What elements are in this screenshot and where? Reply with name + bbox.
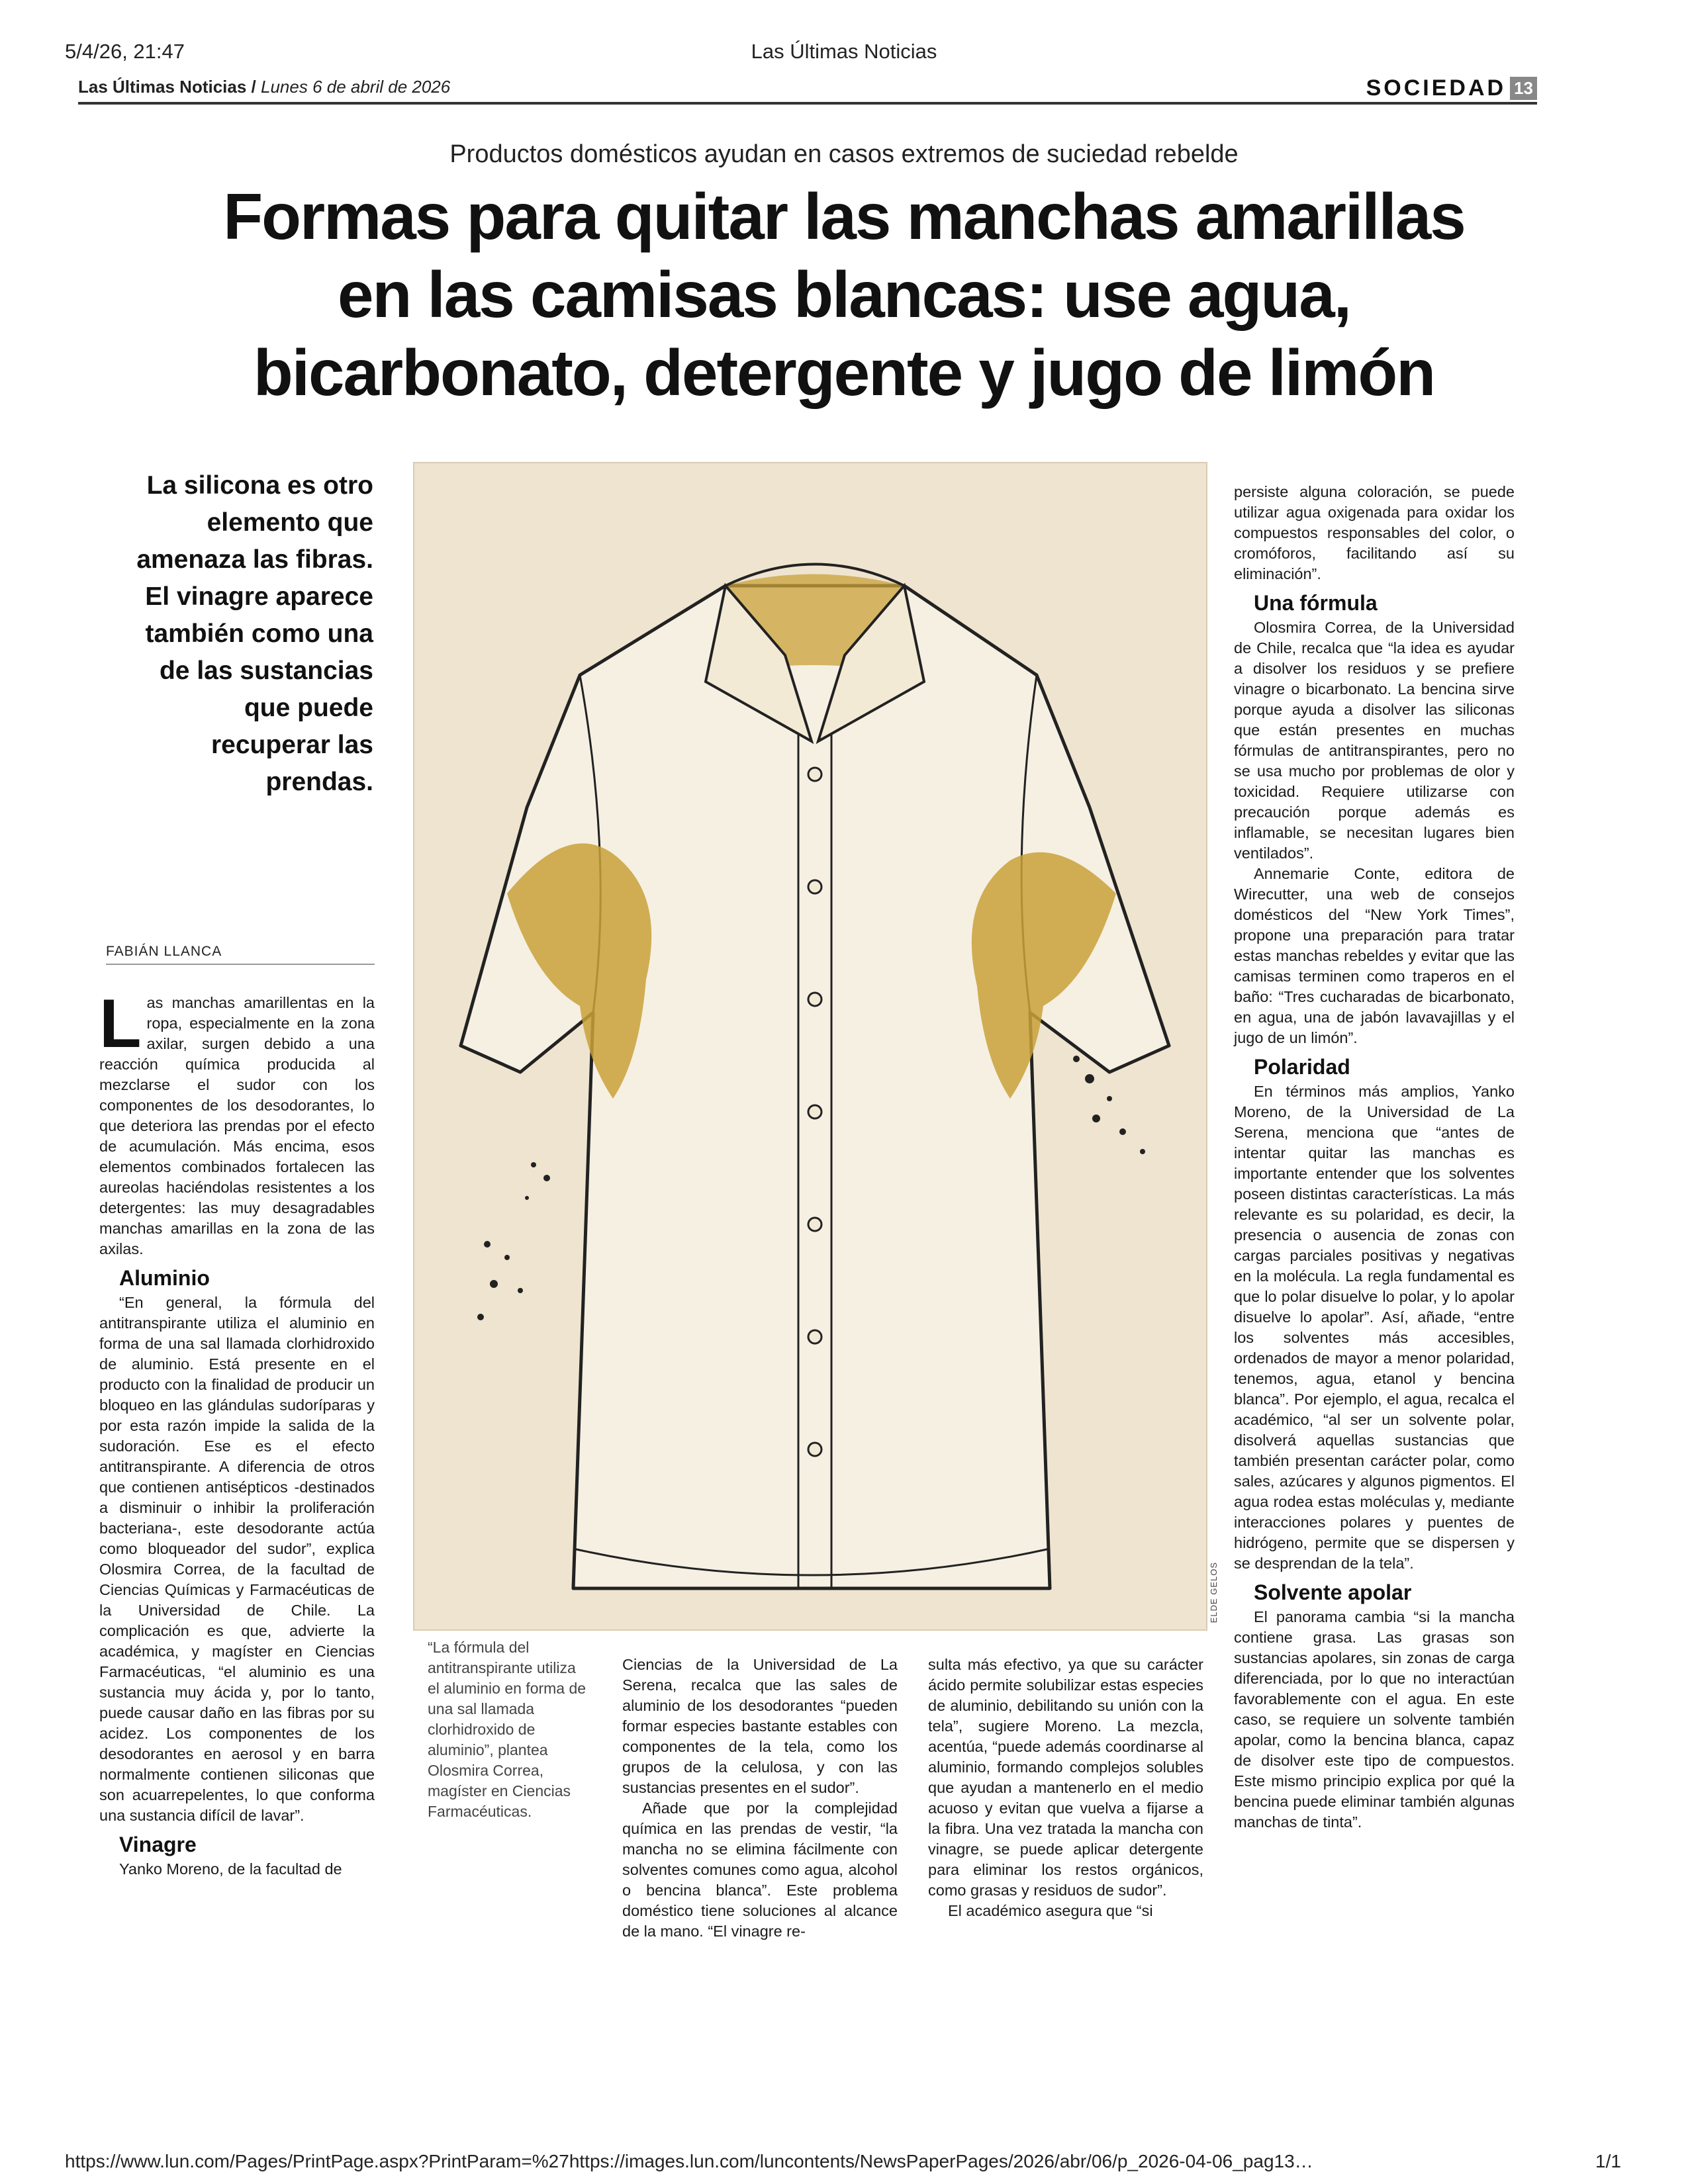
paragraph: sulta más efectivo, ya que su carácter ácido permite solubilizar estas especies de aluminio, debilitando su unión con la tela”, sugiere Moreno. La mezcla, acentúa, “puede además coordinarse al aluminio, formando complejos solubles que ayudan a mantenerlo en el medio acuoso y evitan que vuelva a fijarse a la fibra. Una vez tratada la mancha con vinagre, se puede aplicar detergente para eliminar los restos orgánicos, como grasas y residuos de sudor”. bbox=[928, 1656, 1203, 1899]
print-title: Las Últimas Noticias bbox=[751, 40, 937, 63]
headline-line: Formas para quitar las manchas amarillas bbox=[223, 180, 1465, 253]
illustration-credit: ELDE GELOS bbox=[1209, 1562, 1219, 1623]
kicker: Productos domésticos ayudan en casos extremos de suciedad rebelde bbox=[449, 140, 1239, 168]
button bbox=[808, 1330, 821, 1343]
article-column-1 bbox=[99, 985, 375, 1880]
page-number: 13 bbox=[1510, 77, 1537, 100]
headline-line: en las camisas blancas: use agua, bbox=[337, 258, 1351, 331]
newspaper-name: Las Últimas Noticias / bbox=[78, 77, 256, 97]
intro-paragraph bbox=[99, 985, 375, 1259]
intro-text: as manchas amarillentas en la ropa, especialmente en la zona axilar, surgen debido a una reacción química producida al mezclarse el sudor con los componentes de los desodorantes, lo que deteriora las prendas por el efecto de acumulación. Más encima, esos elementos combinados fortalecen las aureolas haciéndolas resistentes a los detergentes: las muy desagradables manchas amarillas en la zona de las axilas. bbox=[99, 994, 375, 1257]
paragraph: Ciencias de la Universidad de La Serena, recalca que las sales de aluminio de los desodorantes “pueden formar especies bastante estables con componentes de la tela, como los grupos de la celulosa, y con las sustancias presentes en el sudor”. bbox=[622, 1656, 898, 1796]
newspaper-date: Lunes 6 de abril de 2026 bbox=[261, 77, 451, 97]
paragraph: Añade que por la complejidad química en las prendas de vestir, “la mancha no se elimina fácilmente con solventes comunes como agua, alcohol o bencina blanca”. Este problema doméstico tiene soluciones al alcance de la mano. “El vinagre re- bbox=[622, 1799, 898, 1940]
subhead-solvente-apolar: Solvente apolar bbox=[1254, 1580, 1412, 1604]
shirt-drawing bbox=[414, 463, 1206, 1629]
print-datetime: 5/4/26, 21:47 bbox=[65, 40, 185, 63]
paragraph: Annemarie Conte, editora de Wirecutter, una web de consejos domésticos del “New York Times”, propone una preparación para tratar estas manchas rebeldes y evitar que las camisas terminen como traperos en el baño: “Tres cucharadas de bicarbonato, en agua, una de jabón lavavajillas y el jugo de un limón”. bbox=[1234, 865, 1515, 1046]
subhead-polaridad: Polaridad bbox=[1254, 1055, 1350, 1079]
subhead-vinagre: Vinagre bbox=[119, 1833, 197, 1856]
button bbox=[808, 1105, 821, 1118]
print-page-count: 1/1 bbox=[1595, 2151, 1621, 2171]
button bbox=[808, 1443, 821, 1456]
subhead-una-formula: Una fórmula bbox=[1254, 591, 1378, 615]
section-label bbox=[1366, 75, 1537, 101]
dropcap: L bbox=[99, 985, 142, 1062]
section-name: SOCIEDAD bbox=[1366, 75, 1507, 101]
deck: La silicona es otro elemento que amenaza las fibras. El vinagre aparece también como una de las sustancias que puede recuperar las prendas. bbox=[136, 471, 373, 796]
button bbox=[808, 768, 821, 781]
print-url: https://www.lun.com/Pages/PrintPage.aspx?PrintParam=%27https://images.lun.com/luncontents/NewsPaperPages/2026/abr/06/p_2026-04-06_pag13… bbox=[65, 2151, 1313, 2171]
newspaper-header bbox=[78, 75, 1537, 105]
paragraph: El panorama cambia “si la mancha contiene grasa. Las grasas son sustancias apolares, sin zonas de carga diferenciada, por lo que no interactúan favorablemente con el agua. En este caso, se requiere un solvente también apolar, como la bencina blanca, capaz de disolver este tipo de compuestos. Este mismo principio explica por qué la bencina puede eliminar también algunas manchas de tinta”. bbox=[1234, 1608, 1515, 1831]
button bbox=[808, 880, 821, 893]
shirt-body bbox=[461, 586, 1169, 1588]
article-column-3 bbox=[928, 1655, 1203, 1921]
article-column-2 bbox=[622, 1655, 898, 1942]
headline bbox=[99, 177, 1589, 412]
shirt-illustration bbox=[413, 462, 1207, 1631]
paragraph: En términos más amplios, Yanko Moreno, de la Universidad de La Serena, menciona que “antes de intentar quitar las manchas es importante entender que los solventes poseen distintas características. La más relevante es su polaridad, es decir, la presencia o ausencia de zonas con cargas parciales positivas y negativas en la molécula. La regla fundamental es que lo polar disuelve lo polar, y lo apolar disuelve lo apolar”. Así, añade, “entre los solventes más accesibles, ordenados de mayor a menor polaridad, tenemos, agua, etanol y bencina blanca”. Por ejemplo, el agua, recalca el académico, “al ser un solvente polar, disolverá aquellas sustancias que también presentan carácter polar, como sales, azúcares y algunos pigmentos. El agua rodea estas moléculas y, mediante interacciones polares y puentes de hidrógeno, permite que se dispersen y se desprendan de la tela”. bbox=[1234, 1083, 1515, 1572]
newspaper-masthead bbox=[78, 77, 450, 97]
paragraph-vinagre: Yanko Moreno, de la facultad de bbox=[119, 1860, 342, 1878]
paragraph: persiste alguna coloración, se puede utilizar agua oxigenada para oxidar los compuestos responsables del color, o cromóforos, facilitando así su eliminación”. bbox=[1234, 483, 1515, 582]
paragraph-aluminio: “En general, la fórmula del antitranspirante utiliza el aluminio en forma de una sal llamada clorhidroxido de aluminio. Está presente en el producto con la finalidad de producir un bloqueo en las glándulas sudoríparas y por esta razón impide la salida de la sudoración. Ese es el efecto antitranspirante. A diferencia de otros que contienen antisépticos -destinados a disminuir o inhibir la proliferación bacteriana-, este desodorante actúa como bloqueador del sudor”, explica Olosmira Correa, de la facultad de Ciencias Químicas y Farmacéuticas de la Universidad de Chile. La complicación es que, advierte la académica, y magíster en Ciencias Farmacéuticas, “el aluminio es una sustancia muy ácida y, por lo tanto, puede causar daño en las fibras por su acidez. Los componentes de los desodorantes en aerosol y en barra normalmente contienen siliconas que son acuarrepelentes, lo que conforma una sustancia difícil de lavar”. bbox=[99, 1294, 375, 1824]
subhead-aluminio: Aluminio bbox=[119, 1266, 210, 1290]
button bbox=[808, 993, 821, 1006]
image-caption: “La fórmula del antitranspirante utiliza el aluminio en forma de una sal llamada clorhidroxido de aluminio”, plantea Olosmira Correa, magíster en Ciencias Farmacéuticas. bbox=[428, 1639, 586, 1820]
paragraph: Olosmira Correa, de la Universidad de Chile, recalca que “la idea es ayudar a disolver los residuos y se prefiere vinagre o bicarbonato. La bencina sirve porque ayuda a disolver las siliconas que están presentes en muchas fórmulas de antitranspirantes, pero no se usa mucho por problemas de olor y toxicidad. Requiere utilizarse con precaución porque además es inflamable, se necesitan lugares bien ventilados”. bbox=[1234, 619, 1515, 862]
paragraph: El académico asegura que “si bbox=[948, 1902, 1153, 1919]
button bbox=[808, 1218, 821, 1231]
byline: FABIÁN LLANCA bbox=[106, 944, 375, 965]
article-column-4 bbox=[1234, 482, 1515, 1833]
headline-line: bicarbonato, detergente y jugo de limón bbox=[253, 336, 1435, 409]
